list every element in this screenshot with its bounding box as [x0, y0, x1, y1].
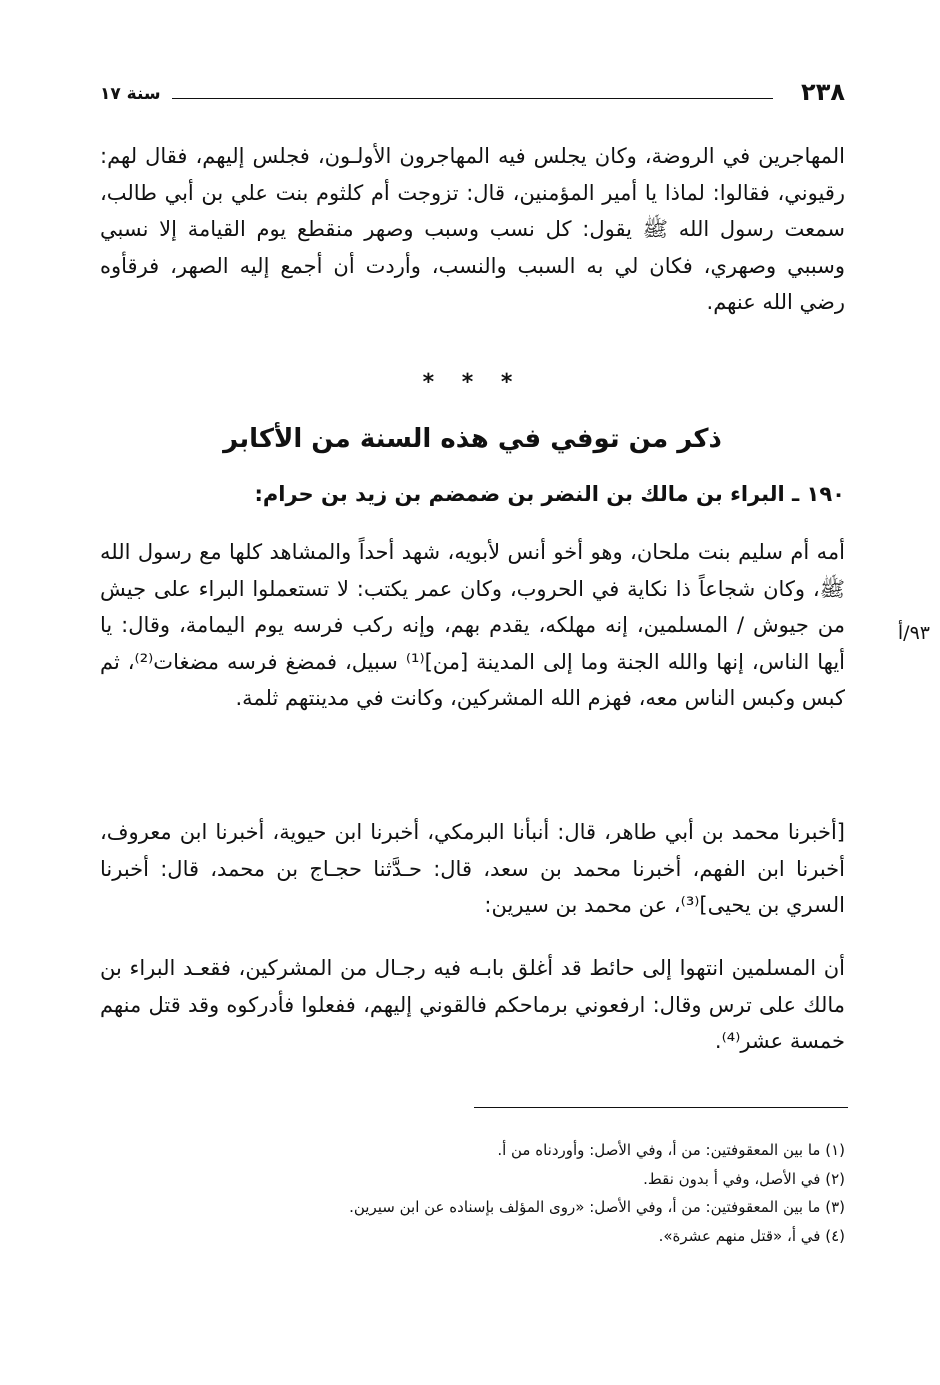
footnote-3: (٣) ما بين المعقوفتين: من أ، وفي الأصل: «روى المؤلف بإسناده عن ابن سيرين. [349, 1198, 845, 1216]
section-heading: ذكر من توفي في هذه السنة من الأكابر [223, 424, 722, 454]
footnote-4: (٤) في أ، «قتل منهم عشرة». [658, 1226, 845, 1245]
entry-paragraph-biography: أمه أم سليم بنت ملحان، وهو أخو أنس لأبويه، شهد أحداً والمشاهد كلها مع رسول الله ﷺ، وكان شجاعاً ذا نكاية في الحروب، وكان عمر يكتب: لا تستعملوا البراء على جيش من جيوش / المسلمين، إنه مهلكه، يقدم بهم، وإنه ركب فرسه يوم اليمامة، وقال: يا أيها الناس، إنها والله الجنة وما إلى المدينة [من]⁽¹⁾ سبيل، فمضغ فرسه مضغات⁽²⁾، ثم كبس وكبس الناس معه، فهزم الله المشركين، وكانت في مدينتهم ثلمة. [100, 540, 846, 710]
footnote-1: (١) ما بين المعقوفتين: من أ، وفي الأصل: وأوردناه من أ. [497, 1141, 845, 1159]
entry-title: ١٩٠ ـ البراء بن مالك بن النضر بن ضمضم بن زيد بن حرام: [254, 482, 845, 506]
page-header [100, 78, 845, 112]
header-rule [172, 98, 773, 99]
margin-folio-note: ٩٣/أ [897, 622, 930, 644]
footnote-2: (٢) في الأصل، وفي أ بدون نقط. [643, 1169, 845, 1188]
section-separator: * * * [422, 370, 523, 395]
running-head: سنة ١٧ [100, 84, 161, 104]
paragraph-continuation: المهاجرين في الروضة، وكان يجلس فيه المهاجرون الأولـون، فجلس إليهم، فقال لهم: رقيوني، فقالوا: لماذا يا أمير المؤمنين، قال: تزوجت أم كلثوم بنت علي بن أبي طالب، سمعت رسول الله ﷺ يقول: كل نسب وسبب وصهر منقطع يوم القيامة إلا نسبي وسببي وصهري، فكان لي به السبب والنسب، وأردت أن أجمع إليه الصهر، فرقأوه رضي الله عنهم. [100, 144, 845, 314]
page-number: ٢٣٨ [801, 78, 845, 106]
entry-paragraph-narration: أن المسلمين انتهوا إلى حائط قد أغلق بابـه فيه رجـال من المشركين، فقعـد البراء بن مالك على ترس وقال: ارفعوني برماحكم فالقوني إليهم، ففعلوا فأدركوه وقد قتل منهم خمسة عشر⁽⁴⁾. [100, 956, 845, 1053]
footnotes [100, 1136, 845, 1250]
entry-paragraph-isnad: [أخبرنا محمد بن أبي طاهر، قال: أنبأنا البرمكي، أخبرنا ابن حيوية، أخبرنا ابن معروف، أخبرنا ابن الفهم، أخبرنا محمد بن سعد، قال: حـدَّثنا حجـاج بن محمد، قال: أخبرنا السري بن يحيى]⁽³⁾، عن محمد بن سيرين: [100, 820, 845, 917]
footnote-rule [474, 1107, 848, 1108]
